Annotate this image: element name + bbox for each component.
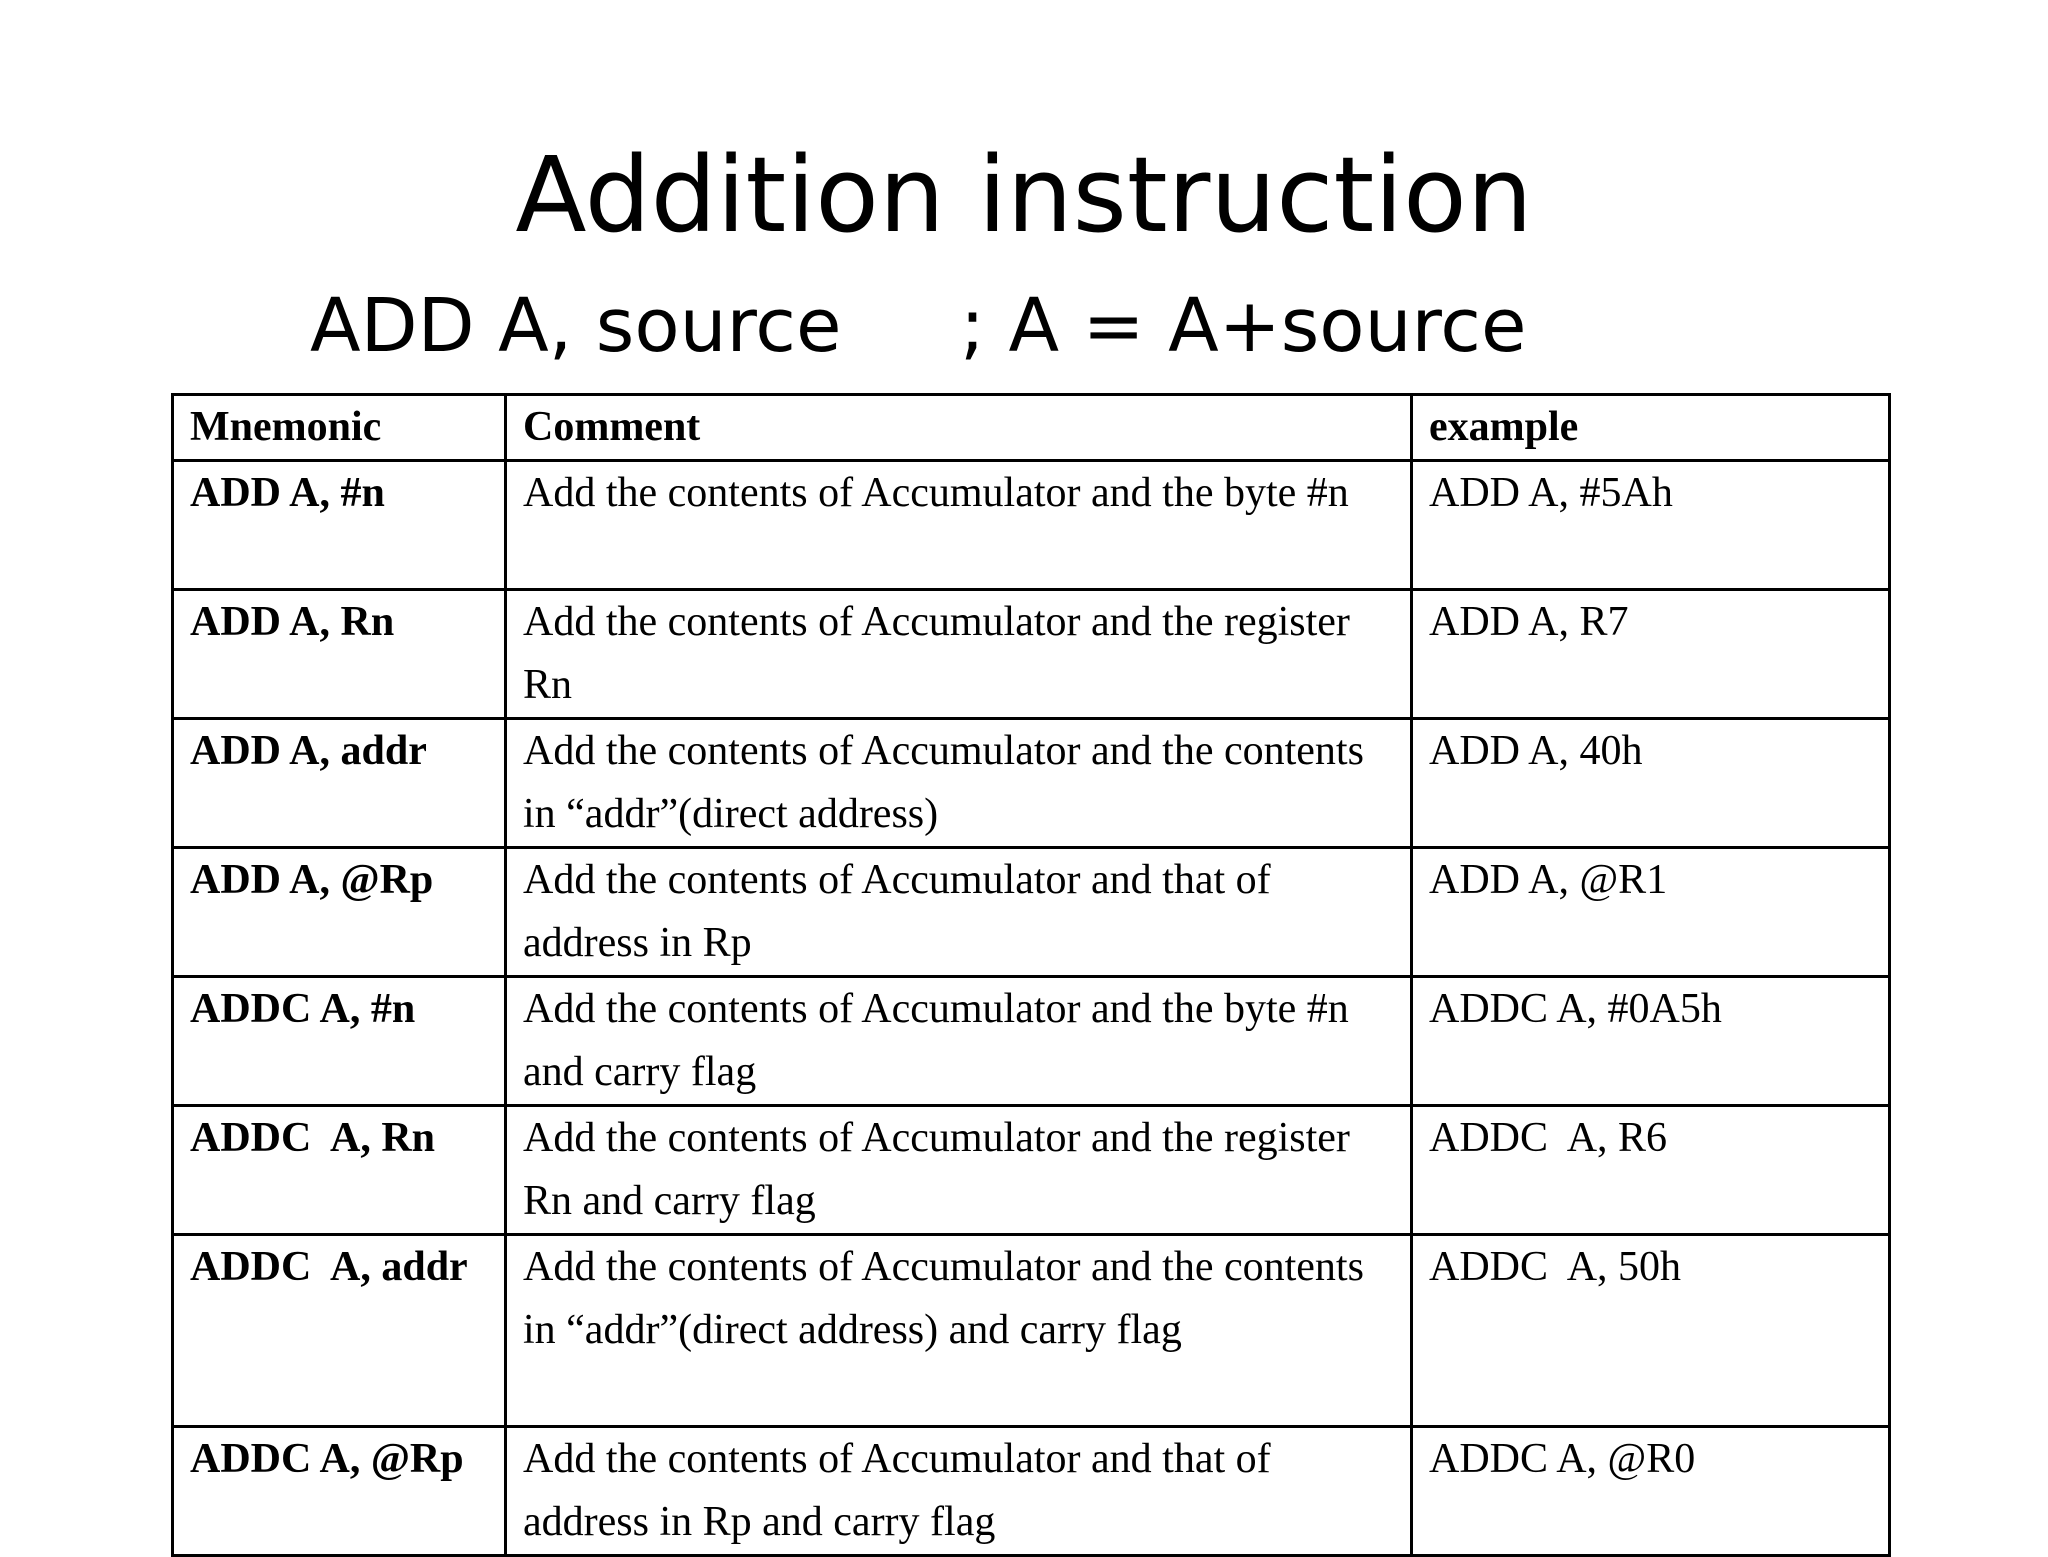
syntax-line [310, 278, 1527, 374]
table-row [173, 1235, 1890, 1427]
example-cell: ADDC A, 50h [1412, 1235, 1890, 1427]
mnemonic-cell: ADD A, @Rp [173, 848, 506, 977]
table-row [173, 1427, 1890, 1556]
mnemonic-cell: ADD A, addr [173, 719, 506, 848]
example-cell: ADDC A, @R0 [1412, 1427, 1890, 1556]
column-header-comment: Comment [506, 395, 1412, 461]
table-row [173, 977, 1890, 1106]
table-row [173, 719, 1890, 848]
instruction-syntax: ADD A, source [310, 283, 842, 369]
mnemonic-cell: ADDC A, @Rp [173, 1427, 506, 1556]
table-row [173, 590, 1890, 719]
comment-cell: Add the contents of Accumulator and the contents in “addr”(direct address) and carry flag [506, 1235, 1412, 1427]
example-cell: ADD A, #5Ah [1412, 461, 1890, 590]
comment-cell: Add the contents of Accumulator and that of address in Rp [506, 848, 1412, 977]
example-cell: ADDC A, #0A5h [1412, 977, 1890, 1106]
table-row [173, 848, 1890, 977]
instruction-table [171, 393, 1891, 1557]
comment-cell: Add the contents of Accumulator and that of address in Rp and carry flag [506, 1427, 1412, 1556]
mnemonic-cell: ADDC A, #n [173, 977, 506, 1106]
example-cell: ADD A, @R1 [1412, 848, 1890, 977]
table-row [173, 461, 1890, 590]
mnemonic-cell: ADDC A, Rn [173, 1106, 506, 1235]
example-cell: ADD A, 40h [1412, 719, 1890, 848]
example-cell: ADDC A, R6 [1412, 1106, 1890, 1235]
example-cell: ADD A, R7 [1412, 590, 1890, 719]
comment-cell: Add the contents of Accumulator and the byte #n and carry flag [506, 977, 1412, 1106]
instruction-syntax-comment: ; A = A+source [960, 283, 1527, 369]
slide-title: Addition instruction [515, 134, 1533, 256]
mnemonic-cell: ADD A, #n [173, 461, 506, 590]
comment-cell: Add the contents of Accumulator and the register Rn [506, 590, 1412, 719]
table-header-row [173, 395, 1890, 461]
comment-cell: Add the contents of Accumulator and the register Rn and carry flag [506, 1106, 1412, 1235]
comment-cell: Add the contents of Accumulator and the byte #n [506, 461, 1412, 590]
column-header-example: example [1412, 395, 1890, 461]
mnemonic-cell: ADDC A, addr [173, 1235, 506, 1427]
mnemonic-cell: ADD A, Rn [173, 590, 506, 719]
table-row [173, 1106, 1890, 1235]
column-header-mnemonic: Mnemonic [173, 395, 506, 461]
comment-cell: Add the contents of Accumulator and the contents in “addr”(direct address) [506, 719, 1412, 848]
